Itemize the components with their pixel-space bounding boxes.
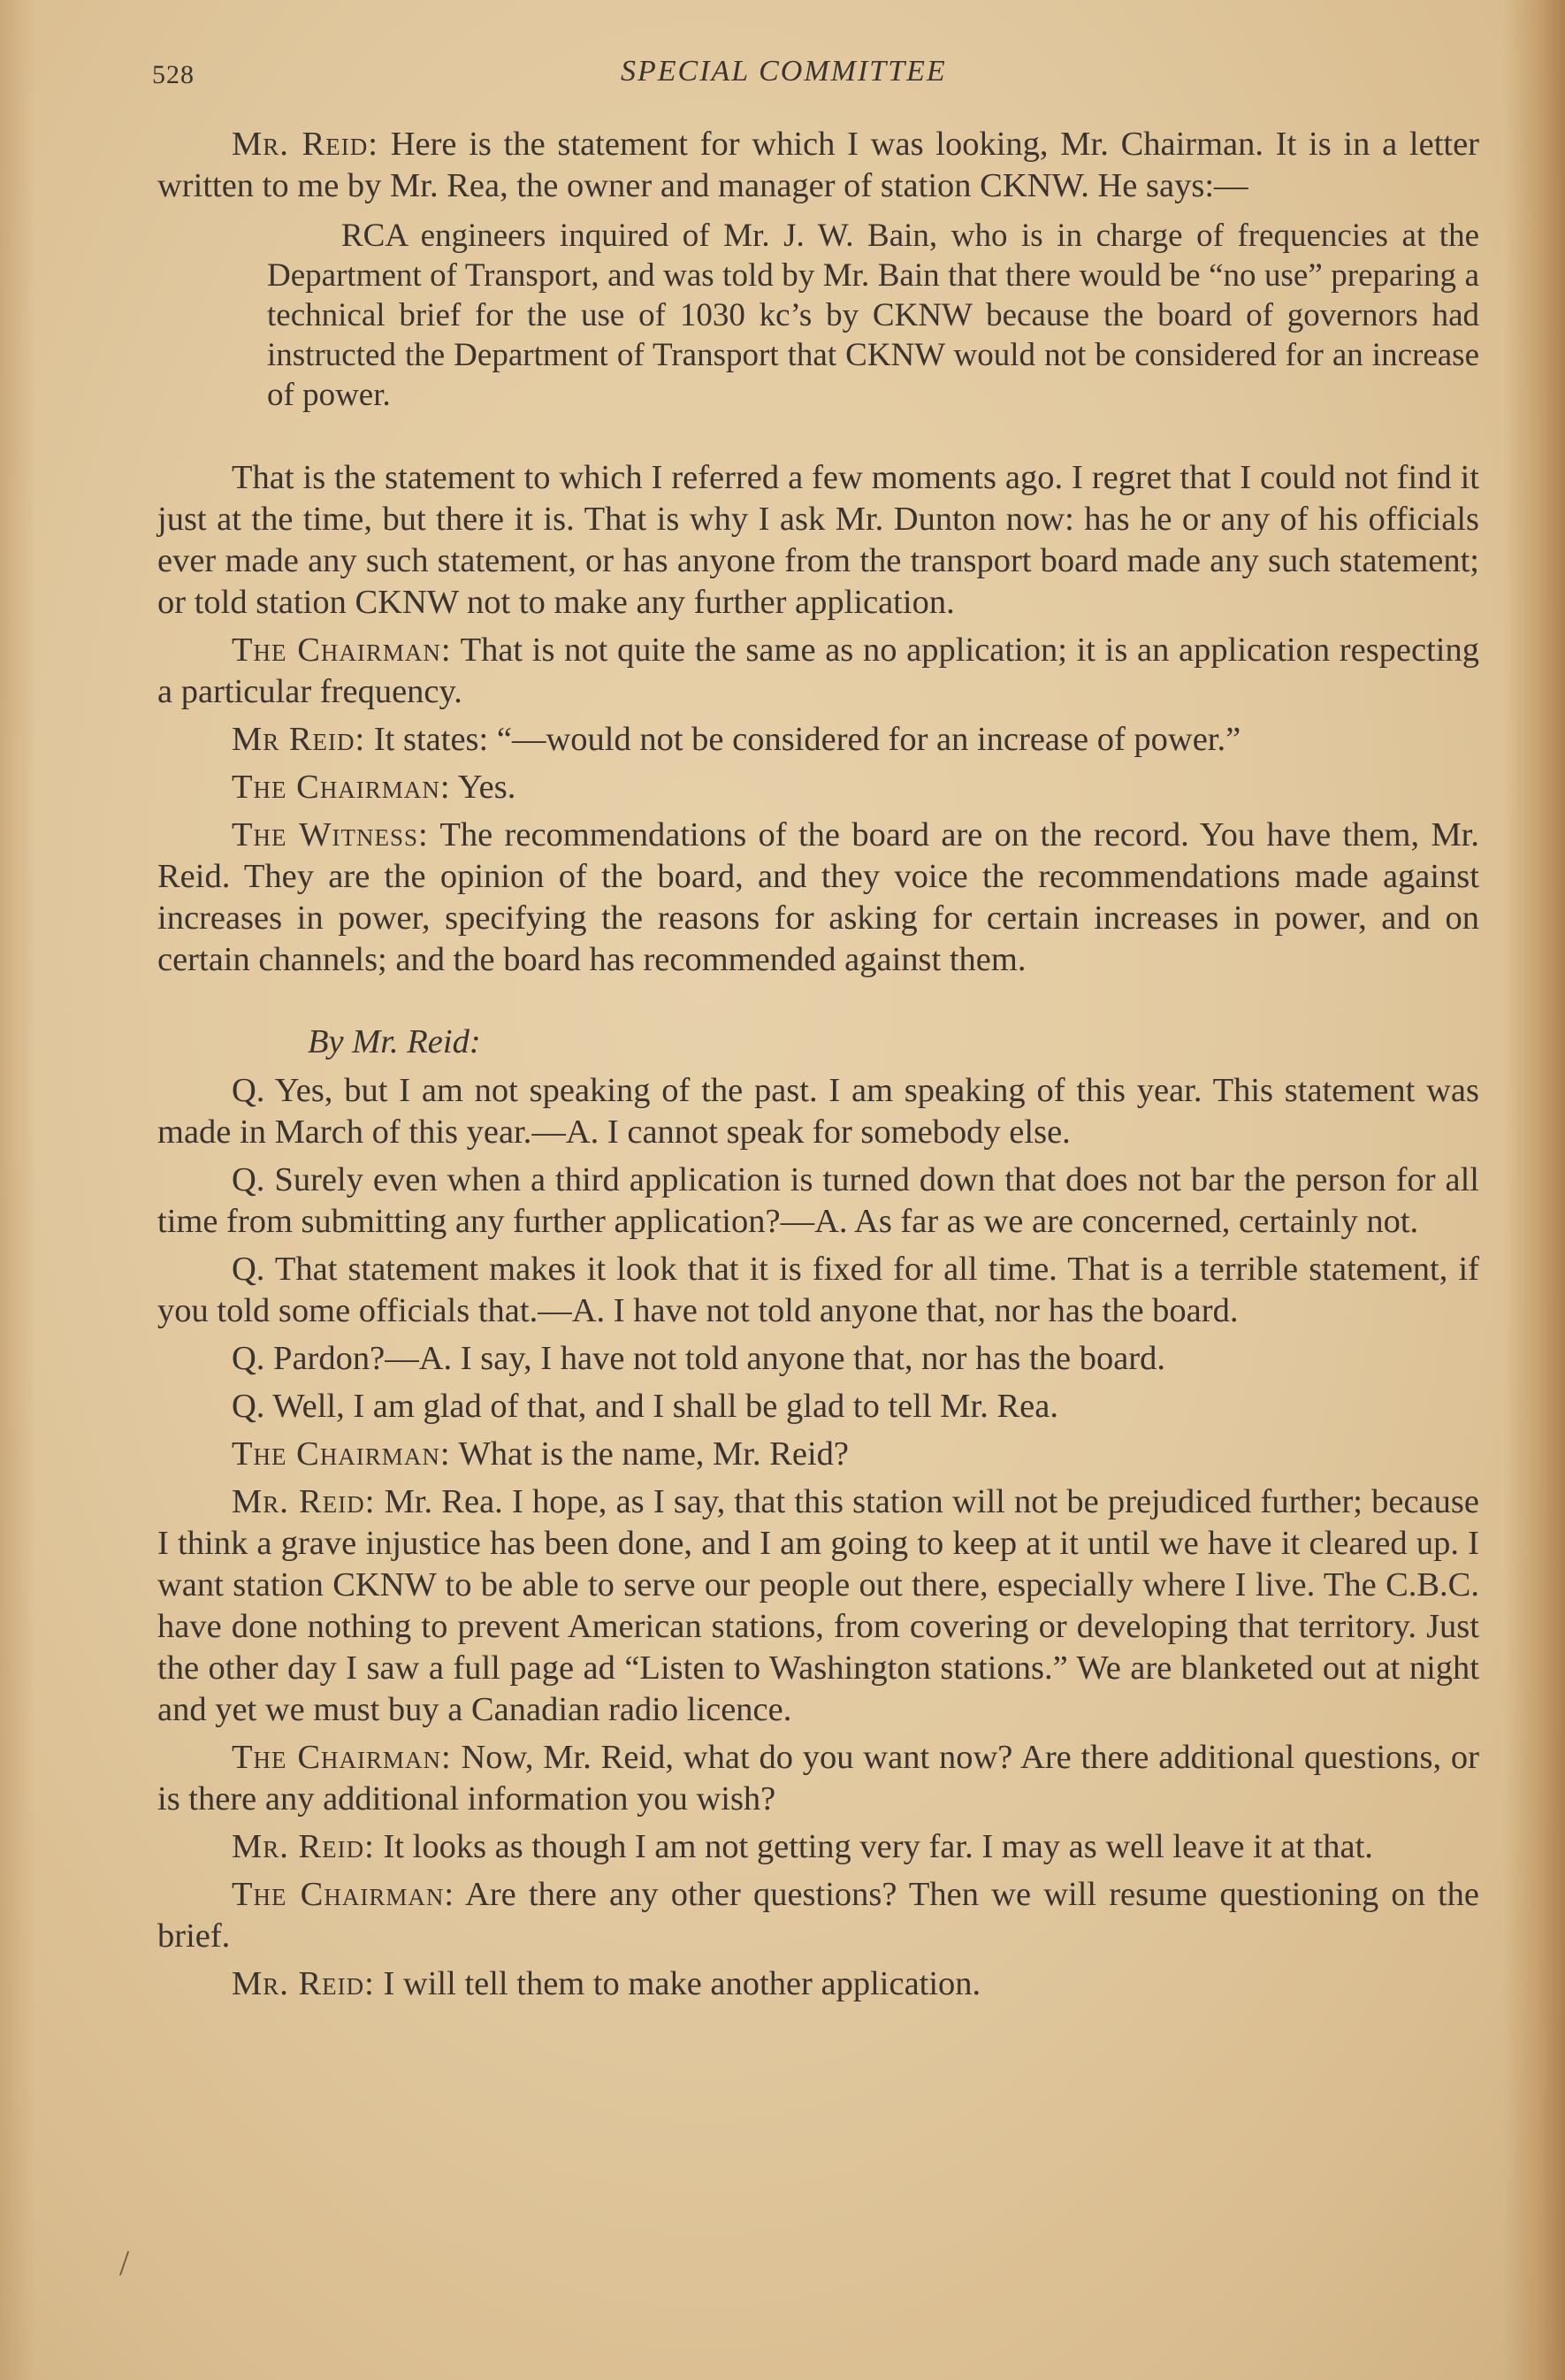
running-head: SPECIAL COMMITTEE bbox=[621, 55, 947, 88]
paragraph-text: Now, Mr. Reid, what do you want now? Are there additional questions, or is there any additional information you wish? bbox=[157, 1739, 1479, 1818]
speaker-label: The Witness: bbox=[232, 816, 429, 853]
qa-paragraph bbox=[157, 1070, 1479, 1153]
paragraph-text: It states: “—would not be considered for an increase of power.” bbox=[365, 721, 1241, 758]
quote-text: RCA engineers inquired of Mr. J. W. Bain, who is in charge of frequencies at the Department of Transport, and was told by Mr. Bain that there would be “no use” preparing a technical brief for the use of 1030 kc’s by CKNW because the board of governors had instructed the Department of Transport that CKNW would not be considered for an increase of power. bbox=[267, 218, 1479, 413]
paragraph bbox=[157, 1963, 1479, 2005]
paragraph bbox=[157, 124, 1479, 207]
paragraph-text: That is the statement to which I referred a few moments ago. I regret that I could not find it just at the time, but there it is. That is why I ask Mr. Dunton now: has he or any of his officials ever made any such statement, or has anyone from the transport board made any such statement; or told station CKNW not to make any further application. bbox=[157, 459, 1479, 621]
paragraph-text: Mr. Rea. I hope, as I say, that this station will not be prejudiced further; because I think a grave injustice has been done, and I am going to keep at it until we have it cleared up. I want station CKNW to be able to serve our people out there, especially where I live. The C.B.C. have done nothing to prevent American stations, from covering or developing that territory. Just the other day I saw a full page ad “Listen to Washington stations.” We are blanketed out at night and yet we must buy a Canadian radio licence. bbox=[157, 1483, 1479, 1728]
speaker-label: Mr. Reid: bbox=[232, 1483, 376, 1520]
paragraph-text: That is not quite the same as no application; it is an application respecting a particular frequency. bbox=[157, 631, 1480, 710]
stray-pencil-mark: / bbox=[119, 2243, 130, 2283]
paragraph-text: Q. Pardon?—A. I say, I have not told anyone that, nor has the board. bbox=[232, 1340, 1165, 1377]
page-edge-shadow-left bbox=[0, 0, 35, 2380]
qa-paragraph bbox=[157, 1249, 1479, 1332]
block-quote bbox=[157, 216, 1479, 415]
paragraph bbox=[157, 1434, 1479, 1475]
paragraph-text: Yes. bbox=[450, 769, 516, 806]
section-heading-text: By Mr. Reid: bbox=[308, 1023, 481, 1060]
paragraph bbox=[157, 1874, 1479, 1957]
page-number: 528 bbox=[152, 60, 195, 89]
transcript-body bbox=[157, 124, 1479, 2011]
paragraph bbox=[157, 719, 1479, 761]
paragraph-text: Q. Surely even when a third application is turned down that does not bar the person for all time from submitting any further application?—A. As far as we are concerned, certainly not. bbox=[157, 1161, 1479, 1240]
paragraph bbox=[157, 1481, 1479, 1731]
paragraph-text: Q. Yes, but I am not speaking of the past. I am speaking of this year. This statement was made in March of this year.—A. I cannot speak for somebody else. bbox=[157, 1072, 1479, 1151]
paragraph bbox=[157, 457, 1479, 624]
speaker-label: The Chairman: bbox=[232, 1876, 455, 1913]
paragraph-text: Q. Well, I am glad of that, and I shall be glad to tell Mr. Rea. bbox=[232, 1388, 1058, 1425]
speaker-label: The Chairman: bbox=[232, 1435, 451, 1473]
paragraph-text: Are there any other questions? Then we will resume questioning on the brief. bbox=[157, 1876, 1480, 1955]
speaker-label: The Chairman: bbox=[232, 631, 452, 669]
paragraph-text: What is the name, Mr. Reid? bbox=[450, 1435, 850, 1473]
speaker-label: Mr. Reid: bbox=[232, 1965, 375, 2002]
qa-paragraph bbox=[157, 1338, 1479, 1380]
paragraph bbox=[157, 630, 1479, 713]
paragraph bbox=[157, 815, 1479, 981]
paragraph-text: I will tell them to make another application. bbox=[374, 1965, 981, 2002]
paragraph bbox=[157, 1737, 1479, 1820]
page-edge-shadow-right bbox=[1503, 0, 1565, 2380]
paragraph-text: The recommendations of the board are on the record. You have them, Mr. Reid. They are the opinion of the board, and they voice the recommendations made against increases in power, specifying the reasons for asking for certain increases in power, and on certain channels; and the board has recommended against them. bbox=[157, 816, 1480, 978]
speaker-label: The Chairman: bbox=[232, 769, 451, 806]
paragraph bbox=[157, 767, 1479, 808]
qa-paragraph bbox=[157, 1386, 1479, 1427]
paragraph-text: Here is the statement for which I was looking, Mr. Chairman. It is in a letter written to me by Mr. Rea, the owner and manager of station CKNW. He says:— bbox=[157, 126, 1479, 204]
speaker-label: The Chairman: bbox=[232, 1739, 452, 1776]
section-heading bbox=[157, 1022, 1479, 1063]
page-header bbox=[152, 53, 1478, 97]
speaker-label: Mr. Reid: bbox=[232, 1828, 375, 1865]
paragraph bbox=[157, 1826, 1479, 1868]
speaker-label: Mr Reid: bbox=[232, 721, 366, 758]
paragraph-text: Q. That statement makes it look that it is fixed for all time. That is a terrible statement, if you told some officials that.—A. I have not told anyone that, nor has the board. bbox=[157, 1251, 1479, 1329]
speaker-label: Mr. Reid: bbox=[232, 126, 378, 163]
qa-paragraph bbox=[157, 1159, 1479, 1243]
paragraph-text: It looks as though I am not getting very far. I may as well leave it at that. bbox=[374, 1828, 1373, 1865]
